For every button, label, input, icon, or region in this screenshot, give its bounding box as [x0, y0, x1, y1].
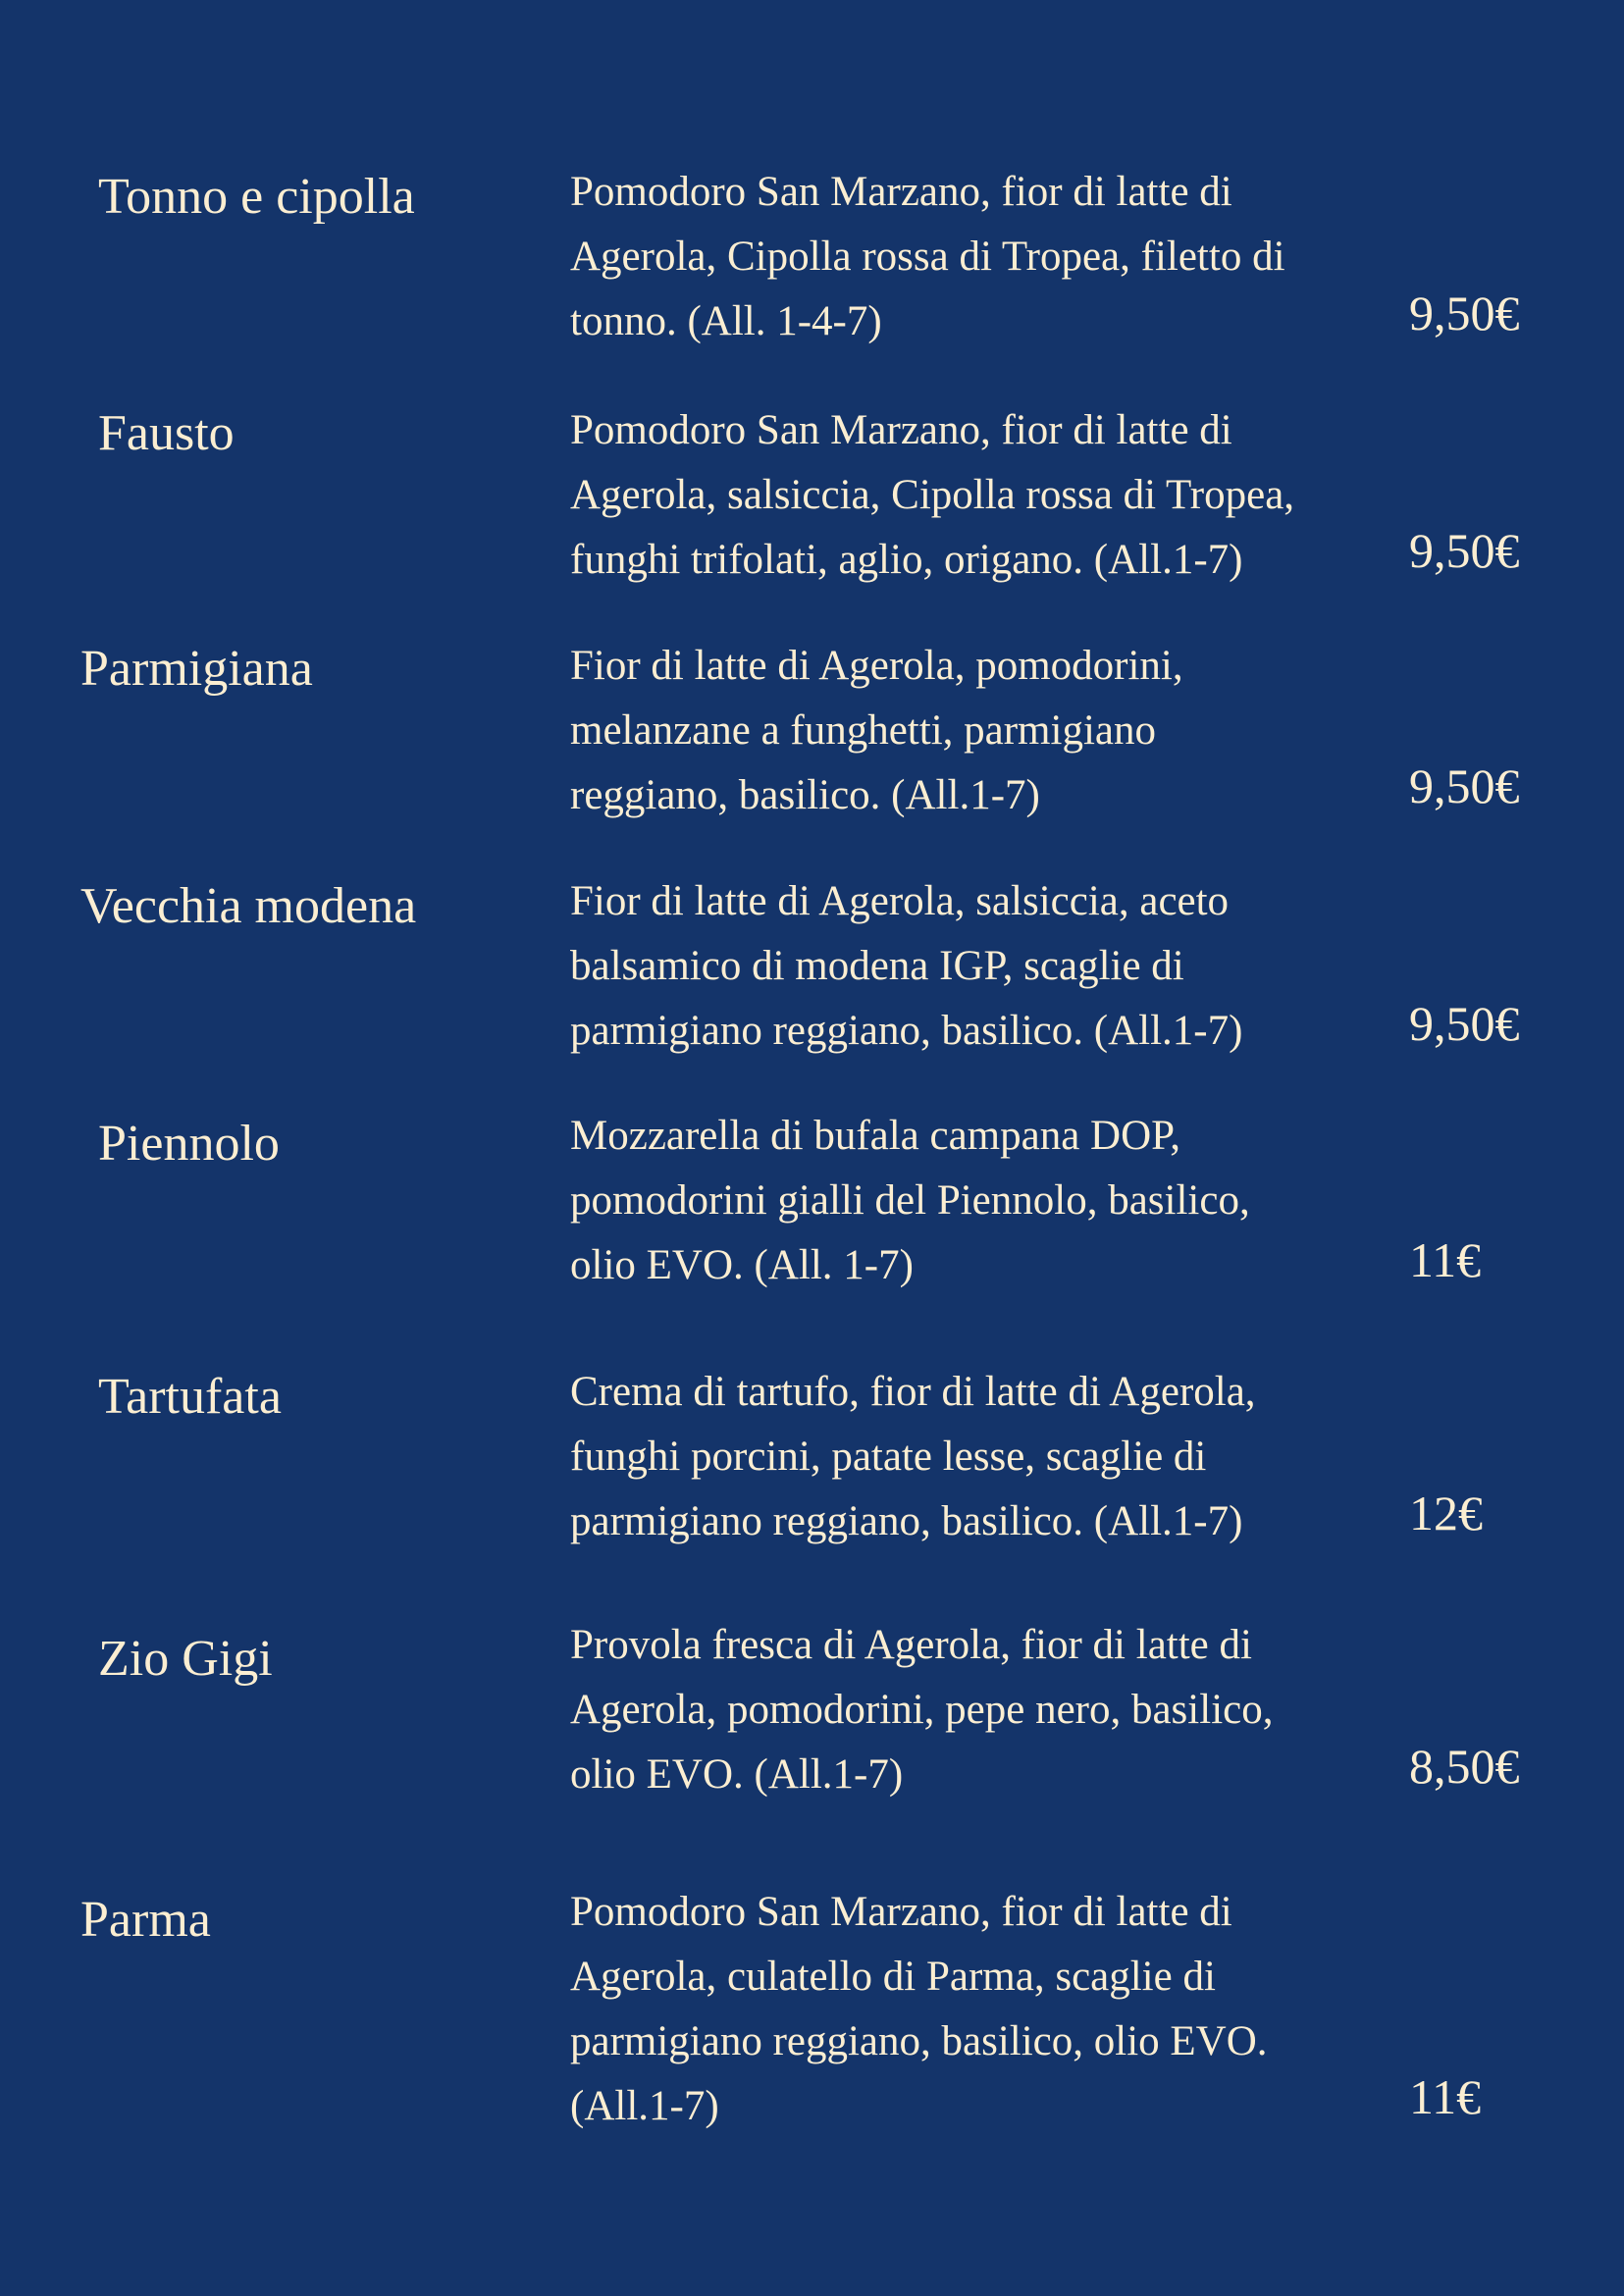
description-line: Agerola, culatello di Parma, scaglie di: [570, 1954, 1216, 2000]
description-line: tonno. (All. 1-4-7): [570, 298, 882, 344]
pizza-price: 8,50€: [1409, 1739, 1520, 1794]
description-line: Fior di latte di Agerola, pomodorini,: [570, 643, 1183, 689]
pizza-price: 12€: [1409, 1486, 1483, 1540]
description-line: melanzane a funghetti, parmigiano: [570, 707, 1156, 754]
pizza-description: [570, 1104, 1250, 1298]
pizza-description: [570, 634, 1183, 828]
pizza-description: [570, 1880, 1268, 2139]
description-line: Crema di tartufo, fior di latte di Agerola,: [570, 1369, 1256, 1415]
description-line: parmigiano reggiano, basilico. (All.1-7): [570, 1008, 1243, 1054]
description-line: funghi porcini, patate lesse, scaglie di: [570, 1434, 1207, 1480]
pizza-name: Piennolo: [98, 1116, 280, 1172]
pizza-name: Tartufata: [98, 1369, 282, 1425]
pizza-name: Parmigiana: [80, 641, 313, 697]
pizza-name: Parma: [80, 1892, 211, 1948]
description-line: Pomodoro San Marzano, fior di latte di: [570, 169, 1232, 215]
description-line: (All.1-7): [570, 2083, 719, 2129]
description-line: balsamico di modena IGP, scaglie di: [570, 943, 1184, 989]
description-line: Agerola, Cipolla rossa di Tropea, filetto di: [570, 234, 1285, 280]
pizza-price: 11€: [1409, 1232, 1482, 1287]
description-line: Pomodoro San Marzano, fior di latte di: [570, 1889, 1232, 1935]
description-line: pomodorini gialli del Piennolo, basilico,: [570, 1177, 1250, 1224]
pizza-description: [570, 160, 1285, 354]
pizza-name: Tonno e cipolla: [98, 169, 415, 225]
pizza-description: [570, 398, 1294, 593]
description-line: Pomodoro San Marzano, fior di latte di: [570, 407, 1232, 453]
pizza-price: 11€: [1409, 2069, 1482, 2124]
description-line: Agerola, pomodorini, pepe nero, basilico,: [570, 1687, 1274, 1733]
pizza-name: Fausto: [98, 405, 235, 461]
pizza-price: 9,50€: [1409, 523, 1520, 578]
description-line: parmigiano reggiano, basilico. (All.1-7): [570, 1498, 1243, 1544]
description-line: funghi trifolati, aglio, origano. (All.1-7): [570, 537, 1243, 583]
description-line: olio EVO. (All.1-7): [570, 1751, 904, 1798]
pizza-name: Vecchia modena: [80, 878, 417, 934]
description-line: Mozzarella di bufala campana DOP,: [570, 1113, 1181, 1159]
description-line: parmigiano reggiano, basilico, olio EVO.: [570, 2018, 1268, 2064]
description-line: Agerola, salsiccia, Cipolla rossa di Tropea,: [570, 472, 1295, 518]
description-line: reggiano, basilico. (All.1-7): [570, 772, 1040, 818]
pizza-description: [570, 1613, 1273, 1807]
pizza-price: 9,50€: [1409, 758, 1520, 813]
pizza-description: [570, 1360, 1256, 1554]
pizza-price: 9,50€: [1409, 286, 1520, 340]
description-line: Fior di latte di Agerola, salsiccia, aceto: [570, 878, 1230, 924]
description-line: olio EVO. (All. 1-7): [570, 1242, 914, 1288]
description-line: Provola fresca di Agerola, fior di latte di: [570, 1622, 1252, 1668]
pizza-description: [570, 869, 1242, 1064]
pizza-price: 9,50€: [1409, 996, 1520, 1051]
pizza-name: Zio Gigi: [98, 1631, 273, 1687]
